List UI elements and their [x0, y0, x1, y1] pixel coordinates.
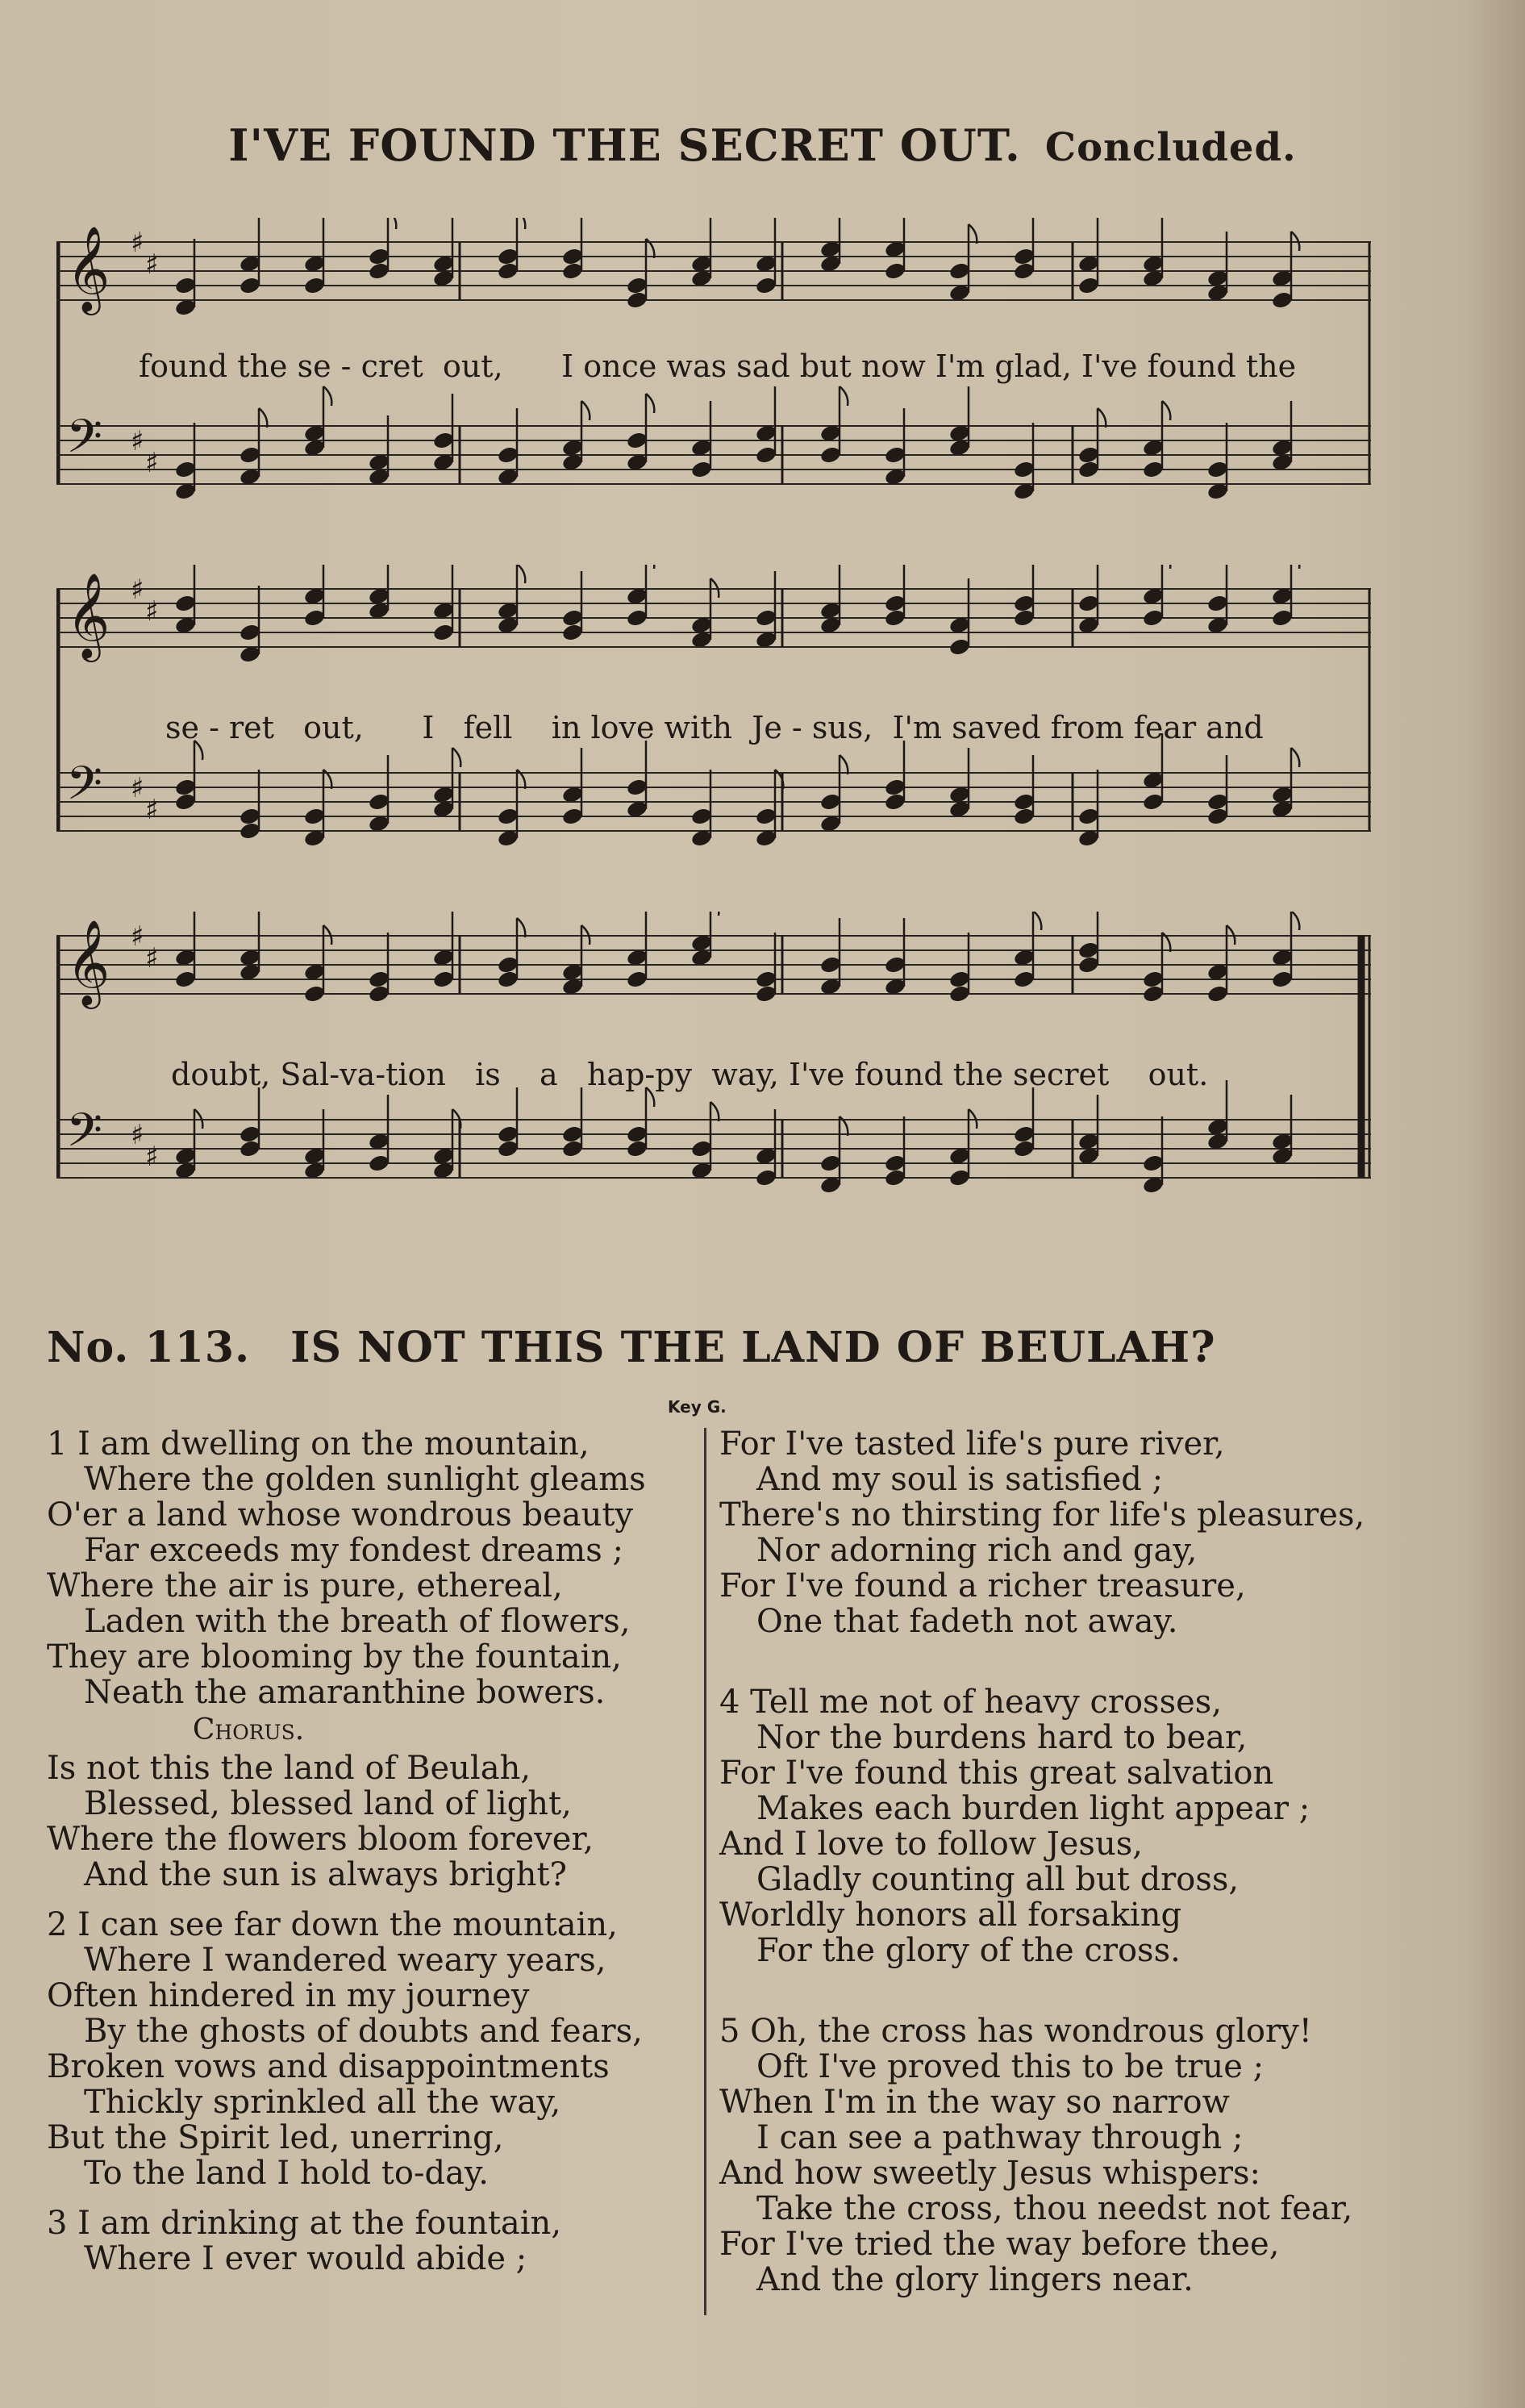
- verse-line: Often hindered in my journey: [47, 1977, 530, 2014]
- left-column: [47, 1426, 700, 2277]
- sharp-icon: ♯: [145, 794, 159, 826]
- verse-line: Nor the burdens hard to bear,: [756, 1719, 1248, 1756]
- sharp-icon: ♯: [131, 772, 144, 804]
- lyric-line-2: se - ret out, I fell in love with Je - sus, I'm saved from fear and: [165, 710, 1264, 745]
- verse-line: 1 I am dwelling on the mountain,: [47, 1425, 590, 1463]
- note-flag: [840, 755, 848, 774]
- verse-line: Laden with the breath of flowers,: [84, 1603, 631, 1640]
- chorus: [47, 1751, 700, 1893]
- note-flag: [259, 408, 267, 428]
- song-title: I'VE FOUND THE SECRET OUT.: [228, 119, 1021, 171]
- verse-line: Where I wandered weary years,: [84, 1942, 606, 1979]
- verse-line: To the land I hold to-day.: [84, 2155, 489, 2192]
- verse-line: Makes each burden light appear ;: [756, 1790, 1310, 1827]
- note-flag: [1291, 912, 1299, 930]
- note-flag: [517, 918, 525, 937]
- verse-line: Thickly sprinkled all the way,: [84, 2084, 561, 2121]
- lyric-line-1: found the se - cret out, I once was sad but now I'm glad, I've found the: [139, 348, 1297, 384]
- note-flag: [517, 218, 525, 229]
- note-flag: [969, 224, 977, 244]
- note-flag: [1162, 401, 1170, 420]
- verse-line: Where the golden sunlight gleams: [84, 1461, 646, 1498]
- treble-clef-icon: 𝄞: [66, 572, 110, 658]
- lyric-line-3: doubt, Sal-va-tion is a hap-py way, I've found the secret out.: [171, 1057, 1209, 1092]
- bass-clef-icon: 𝄢: [66, 756, 103, 822]
- treble-staff: [56, 912, 1371, 1009]
- verse-line: Where the flowers bloom forever,: [47, 1821, 594, 1858]
- verse-line: Where I ever would abide ;: [84, 2240, 527, 2277]
- note-flag: [646, 565, 654, 569]
- verse-line: Take the cross, thou needst not fear,: [756, 2190, 1353, 2227]
- treble-clef-icon: 𝄞: [66, 919, 110, 1005]
- verse-line: 2 I can see far down the mountain,: [47, 1906, 618, 1943]
- note-flag: [1291, 565, 1299, 569]
- verse-line: 5 Oh, the cross has wondrous glory!: [719, 2013, 1312, 2050]
- sharp-icon: ♯: [131, 920, 144, 953]
- verse-line: Neath the amaranthine bowers.: [84, 1674, 606, 1711]
- verse-line: 4 Tell me not of heavy crosses,: [719, 1684, 1223, 1721]
- verse-4: [719, 1684, 1381, 1968]
- verse-line: By the ghosts of doubts and fears,: [84, 2013, 643, 2050]
- note-flag: [452, 748, 460, 767]
- note-flag: [840, 386, 848, 406]
- sharp-icon: ♯: [145, 447, 159, 479]
- verse-line: And the glory lingers near.: [756, 2261, 1194, 2298]
- verse-2: [47, 1907, 700, 2191]
- key-signature-label: Key G.: [668, 1397, 727, 1417]
- verse-line: O'er a land whose wondrous beauty: [47, 1496, 634, 1534]
- verse-3-end: [719, 1426, 1381, 1639]
- note-flag: [517, 565, 525, 583]
- verse-line: For I've found a richer treasure,: [719, 1567, 1246, 1605]
- sharp-icon: ♯: [131, 574, 144, 606]
- verse-line: Worldly honors all forsaking: [719, 1897, 1182, 1934]
- verse-line: Gladly counting all but dross,: [756, 1861, 1240, 1898]
- treble-staff: [56, 565, 1371, 664]
- verse-line: Oft I've proved this to be true ;: [756, 2048, 1265, 2085]
- verse-1: [47, 1426, 700, 1710]
- note-flag: [581, 401, 590, 420]
- note-flag: [323, 386, 331, 406]
- verse-line: And I love to follow Jesus,: [719, 1826, 1143, 1863]
- sharp-icon: ♯: [145, 942, 159, 974]
- concluded-label: Concluded.: [1044, 125, 1297, 170]
- verse-line: Broken vows and disappointments: [47, 2048, 610, 2085]
- bass-clef-icon: 𝄢: [66, 409, 103, 475]
- verse-line: For I've tried the way before thee,: [719, 2226, 1280, 2263]
- note-flag: [710, 1102, 719, 1121]
- treble-clef-icon: 𝄞: [66, 225, 110, 311]
- sharp-icon: ♯: [145, 248, 159, 281]
- bass-staff: [56, 733, 1371, 848]
- verse-line: For I've found this great salvation: [719, 1755, 1274, 1792]
- note-flag: [1291, 748, 1299, 767]
- verse-line: Nor adorning rich and gay,: [756, 1532, 1198, 1569]
- verse-5: [719, 2014, 1381, 2297]
- verse-line: For I've tasted life's pure river,: [719, 1425, 1225, 1463]
- verse-line: There's no thirsting for life's pleasures,: [719, 1496, 1365, 1534]
- sharp-icon: ♯: [131, 1119, 144, 1151]
- bass-clef-icon: 𝄢: [66, 1103, 103, 1169]
- hymn-title: IS NOT THIS THE LAND OF BEULAH?: [290, 1323, 1216, 1372]
- verse-line: 3 I am drinking at the fountain,: [47, 2205, 562, 2242]
- right-column: [719, 1426, 1381, 2297]
- note-flag: [1033, 912, 1041, 930]
- note-flag: [388, 218, 396, 229]
- bass-staff: [56, 1080, 1371, 1195]
- verse-line: Blessed, blessed land of light,: [84, 1785, 572, 1822]
- sharp-icon: ♯: [145, 1141, 159, 1173]
- song-header: [0, 119, 1525, 171]
- bass-staff: [56, 386, 1371, 501]
- sharp-icon: ♯: [131, 425, 144, 457]
- column-divider: [704, 1428, 706, 2315]
- verse-line: Far exceeds my fondest dreams ;: [84, 1532, 623, 1569]
- verse-3-start: [47, 2206, 700, 2277]
- sharp-icon: ♯: [145, 595, 159, 628]
- note-flag: [1162, 565, 1170, 569]
- verse-line: And my soul is satisfied ;: [756, 1461, 1164, 1498]
- verse-line: Is not this the land of Beulah,: [47, 1750, 531, 1787]
- verse-line: They are blooming by the fountain,: [47, 1638, 622, 1676]
- hymn-heading: [47, 1323, 1216, 1372]
- sharp-icon: ♯: [131, 227, 144, 259]
- note-flag: [646, 394, 654, 413]
- verse-line: I can see a pathway through ;: [756, 2119, 1244, 2156]
- verse-line: When I'm in the way so narrow: [719, 2084, 1230, 2121]
- chorus-heading: Chorus.: [192, 1713, 305, 1747]
- hymn-number: No. 113.: [47, 1323, 251, 1372]
- note-flag: [1098, 408, 1106, 428]
- verse-line: And the sun is always bright?: [84, 1856, 567, 1893]
- verse-line: One that fadeth not away.: [756, 1603, 1178, 1640]
- verse-line: For the glory of the cross.: [756, 1932, 1181, 1969]
- note-flag: [710, 912, 719, 916]
- verse-line: And how sweetly Jesus whispers:: [719, 2155, 1261, 2192]
- treble-staff: [56, 218, 1371, 317]
- verse-line: But the Spirit led, unerring,: [47, 2119, 504, 2156]
- verse-line: Where the air is pure, ethereal,: [47, 1567, 563, 1605]
